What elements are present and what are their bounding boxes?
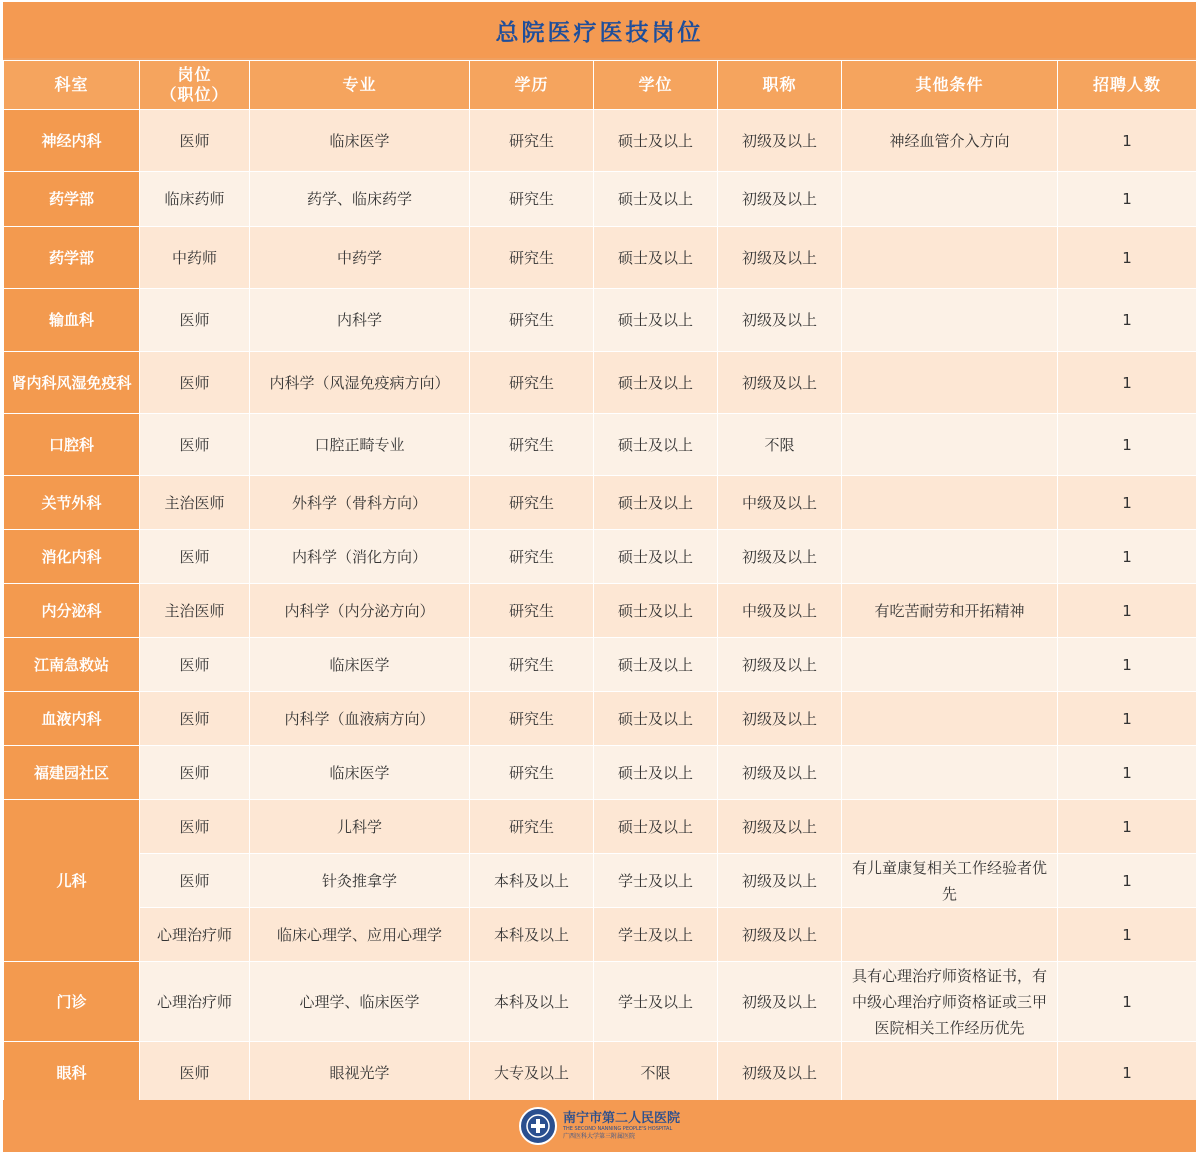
table-row xyxy=(4,800,1197,854)
dept-cell: 消化内科 xyxy=(4,530,140,584)
table-row xyxy=(4,854,1197,908)
title-cell: 初级及以上 xyxy=(718,962,842,1042)
other-cell xyxy=(842,530,1058,584)
column-header-education: 学历 xyxy=(470,61,594,110)
title-cell: 初级及以上 xyxy=(718,638,842,692)
dept-cell: 药学部 xyxy=(4,227,140,289)
post-cell: 医师 xyxy=(140,638,250,692)
title-cell: 初级及以上 xyxy=(718,530,842,584)
education-cell: 研究生 xyxy=(470,530,594,584)
table-row xyxy=(4,746,1197,800)
table-row xyxy=(4,414,1197,476)
table-row xyxy=(4,172,1197,227)
dept-cell: 门诊 xyxy=(4,962,140,1042)
education-cell: 本科及以上 xyxy=(470,962,594,1042)
major-cell: 内科学（消化方向） xyxy=(250,530,470,584)
title-cell: 初级及以上 xyxy=(718,227,842,289)
degree-cell: 硕士及以上 xyxy=(594,530,718,584)
major-cell: 临床医学 xyxy=(250,110,470,172)
dept-cell: 输血科 xyxy=(4,289,140,352)
dept-cell: 口腔科 xyxy=(4,414,140,476)
count-cell: 1 xyxy=(1058,289,1197,352)
count-cell: 1 xyxy=(1058,746,1197,800)
post-cell: 临床药师 xyxy=(140,172,250,227)
count-cell: 1 xyxy=(1058,584,1197,638)
count-cell: 1 xyxy=(1058,110,1197,172)
major-cell: 针灸推拿学 xyxy=(250,854,470,908)
count-cell: 1 xyxy=(1058,908,1197,962)
dept-cell: 江南急救站 xyxy=(4,638,140,692)
other-cell xyxy=(842,1042,1058,1104)
education-cell: 研究生 xyxy=(470,584,594,638)
count-cell: 1 xyxy=(1058,638,1197,692)
title-cell: 中级及以上 xyxy=(718,476,842,530)
other-cell: 具有心理治疗师资格证书，有中级心理治疗师资格证或三甲医院相关工作经历优先 xyxy=(842,962,1058,1042)
table-row xyxy=(4,476,1197,530)
education-cell: 研究生 xyxy=(470,476,594,530)
major-cell: 中药学 xyxy=(250,227,470,289)
post-cell: 医师 xyxy=(140,530,250,584)
major-cell: 内科学（内分泌方向） xyxy=(250,584,470,638)
count-cell: 1 xyxy=(1058,172,1197,227)
post-cell: 医师 xyxy=(140,414,250,476)
recruitment-sheet xyxy=(3,2,1196,1152)
hospital-name-en: THE SECOND NANNING PEOPLE'S HOSPITAL xyxy=(562,1126,673,1132)
degree-cell: 硕士及以上 xyxy=(594,172,718,227)
degree-cell: 硕士及以上 xyxy=(594,414,718,476)
title-cell: 初级及以上 xyxy=(718,110,842,172)
count-cell: 1 xyxy=(1058,800,1197,854)
count-cell: 1 xyxy=(1058,1042,1197,1104)
count-cell: 1 xyxy=(1058,414,1197,476)
count-cell: 1 xyxy=(1058,692,1197,746)
other-cell xyxy=(842,289,1058,352)
education-cell: 研究生 xyxy=(470,692,594,746)
count-cell: 1 xyxy=(1058,962,1197,1042)
post-cell: 医师 xyxy=(140,352,250,414)
positions-table xyxy=(3,60,1197,1104)
major-cell: 内科学（风湿免疫病方向） xyxy=(250,352,470,414)
title-cell: 初级及以上 xyxy=(718,800,842,854)
count-cell: 1 xyxy=(1058,476,1197,530)
post-cell: 医师 xyxy=(140,746,250,800)
education-cell: 研究生 xyxy=(470,414,594,476)
other-cell xyxy=(842,476,1058,530)
hospital-affiliation: 广西医科大学第三附属医院 xyxy=(562,1133,635,1140)
education-cell: 研究生 xyxy=(470,289,594,352)
table-row xyxy=(4,110,1197,172)
education-cell: 研究生 xyxy=(470,227,594,289)
footer xyxy=(3,1100,1196,1152)
dept-cell: 神经内科 xyxy=(4,110,140,172)
post-cell: 主治医师 xyxy=(140,584,250,638)
count-cell: 1 xyxy=(1058,530,1197,584)
degree-cell: 学士及以上 xyxy=(594,908,718,962)
hospital-logo xyxy=(519,1107,680,1145)
major-cell: 儿科学 xyxy=(250,800,470,854)
column-header-count: 招聘人数 xyxy=(1058,61,1197,110)
education-cell: 本科及以上 xyxy=(470,854,594,908)
title-cell: 初级及以上 xyxy=(718,289,842,352)
major-cell: 外科学（骨科方向） xyxy=(250,476,470,530)
dept-cell: 关节外科 xyxy=(4,476,140,530)
post-cell: 医师 xyxy=(140,692,250,746)
count-cell: 1 xyxy=(1058,227,1197,289)
major-cell: 内科学（血液病方向） xyxy=(250,692,470,746)
degree-cell: 硕士及以上 xyxy=(594,638,718,692)
education-cell: 研究生 xyxy=(470,110,594,172)
other-cell xyxy=(842,908,1058,962)
table-row xyxy=(4,530,1197,584)
title-cell: 初级及以上 xyxy=(718,908,842,962)
title-cell: 中级及以上 xyxy=(718,584,842,638)
dept-cell: 肾内科风湿免疫科 xyxy=(4,352,140,414)
post-cell: 心理治疗师 xyxy=(140,962,250,1042)
table-row xyxy=(4,962,1197,1042)
title-cell: 初级及以上 xyxy=(718,352,842,414)
degree-cell: 硕士及以上 xyxy=(594,746,718,800)
table-row xyxy=(4,227,1197,289)
degree-cell: 硕士及以上 xyxy=(594,800,718,854)
title-cell: 初级及以上 xyxy=(718,692,842,746)
post-cell: 医师 xyxy=(140,1042,250,1104)
header-row xyxy=(4,61,1197,110)
degree-cell: 学士及以上 xyxy=(594,962,718,1042)
count-cell: 1 xyxy=(1058,352,1197,414)
education-cell: 研究生 xyxy=(470,172,594,227)
dept-cell: 药学部 xyxy=(4,172,140,227)
column-header-major: 专业 xyxy=(250,61,470,110)
other-cell xyxy=(842,692,1058,746)
count-cell: 1 xyxy=(1058,854,1197,908)
column-header-title: 职称 xyxy=(718,61,842,110)
title-cell: 初级及以上 xyxy=(718,854,842,908)
major-cell: 药学、临床药学 xyxy=(250,172,470,227)
dept-cell: 内分泌科 xyxy=(4,584,140,638)
post-cell: 医师 xyxy=(140,854,250,908)
post-cell: 医师 xyxy=(140,110,250,172)
degree-cell: 硕士及以上 xyxy=(594,584,718,638)
other-cell: 有儿童康复相关工作经验者优先 xyxy=(842,854,1058,908)
title-cell: 不限 xyxy=(718,414,842,476)
major-cell: 内科学 xyxy=(250,289,470,352)
column-header-post: 岗位 （职位） xyxy=(140,61,250,110)
table-row xyxy=(4,692,1197,746)
dept-cell: 血液内科 xyxy=(4,692,140,746)
title-cell: 初级及以上 xyxy=(718,172,842,227)
title-cell: 初级及以上 xyxy=(718,746,842,800)
table-row xyxy=(4,289,1197,352)
dept-cell: 福建园社区 xyxy=(4,746,140,800)
post-cell: 医师 xyxy=(140,289,250,352)
column-header-other: 其他条件 xyxy=(842,61,1058,110)
dept-cell: 眼科 xyxy=(4,1042,140,1104)
degree-cell: 硕士及以上 xyxy=(594,227,718,289)
degree-cell: 硕士及以上 xyxy=(594,476,718,530)
major-cell: 眼视光学 xyxy=(250,1042,470,1104)
major-cell: 口腔正畸专业 xyxy=(250,414,470,476)
other-cell xyxy=(842,746,1058,800)
degree-cell: 硕士及以上 xyxy=(594,692,718,746)
education-cell: 研究生 xyxy=(470,746,594,800)
table-row xyxy=(4,638,1197,692)
dept-cell: 儿科 xyxy=(4,800,140,962)
major-cell: 心理学、临床医学 xyxy=(250,962,470,1042)
degree-cell: 学士及以上 xyxy=(594,854,718,908)
other-cell xyxy=(842,172,1058,227)
table-row xyxy=(4,584,1197,638)
degree-cell: 硕士及以上 xyxy=(594,352,718,414)
other-cell xyxy=(842,352,1058,414)
column-header-dept: 科室 xyxy=(4,61,140,110)
post-cell: 中药师 xyxy=(140,227,250,289)
other-cell xyxy=(842,414,1058,476)
other-cell xyxy=(842,800,1058,854)
title-cell: 初级及以上 xyxy=(718,1042,842,1104)
major-cell: 临床医学 xyxy=(250,638,470,692)
post-cell: 心理治疗师 xyxy=(140,908,250,962)
education-cell: 研究生 xyxy=(470,800,594,854)
post-cell: 医师 xyxy=(140,800,250,854)
major-cell: 临床心理学、应用心理学 xyxy=(250,908,470,962)
table-row xyxy=(4,352,1197,414)
sheet-title: 总院医疗医技岗位 xyxy=(3,2,1196,58)
other-cell xyxy=(842,638,1058,692)
degree-cell: 硕士及以上 xyxy=(594,289,718,352)
other-cell: 神经血管介入方向 xyxy=(842,110,1058,172)
table-row xyxy=(4,908,1197,962)
education-cell: 本科及以上 xyxy=(470,908,594,962)
education-cell: 研究生 xyxy=(470,352,594,414)
hospital-name: 南宁市第二人民医院 xyxy=(562,1111,680,1126)
major-cell: 临床医学 xyxy=(250,746,470,800)
hospital-emblem-icon xyxy=(519,1107,557,1145)
other-cell: 有吃苦耐劳和开拓精神 xyxy=(842,584,1058,638)
degree-cell: 硕士及以上 xyxy=(594,110,718,172)
table-row xyxy=(4,1042,1197,1104)
education-cell: 大专及以上 xyxy=(470,1042,594,1104)
post-cell: 主治医师 xyxy=(140,476,250,530)
column-header-degree: 学位 xyxy=(594,61,718,110)
degree-cell: 不限 xyxy=(594,1042,718,1104)
education-cell: 研究生 xyxy=(470,638,594,692)
other-cell xyxy=(842,227,1058,289)
